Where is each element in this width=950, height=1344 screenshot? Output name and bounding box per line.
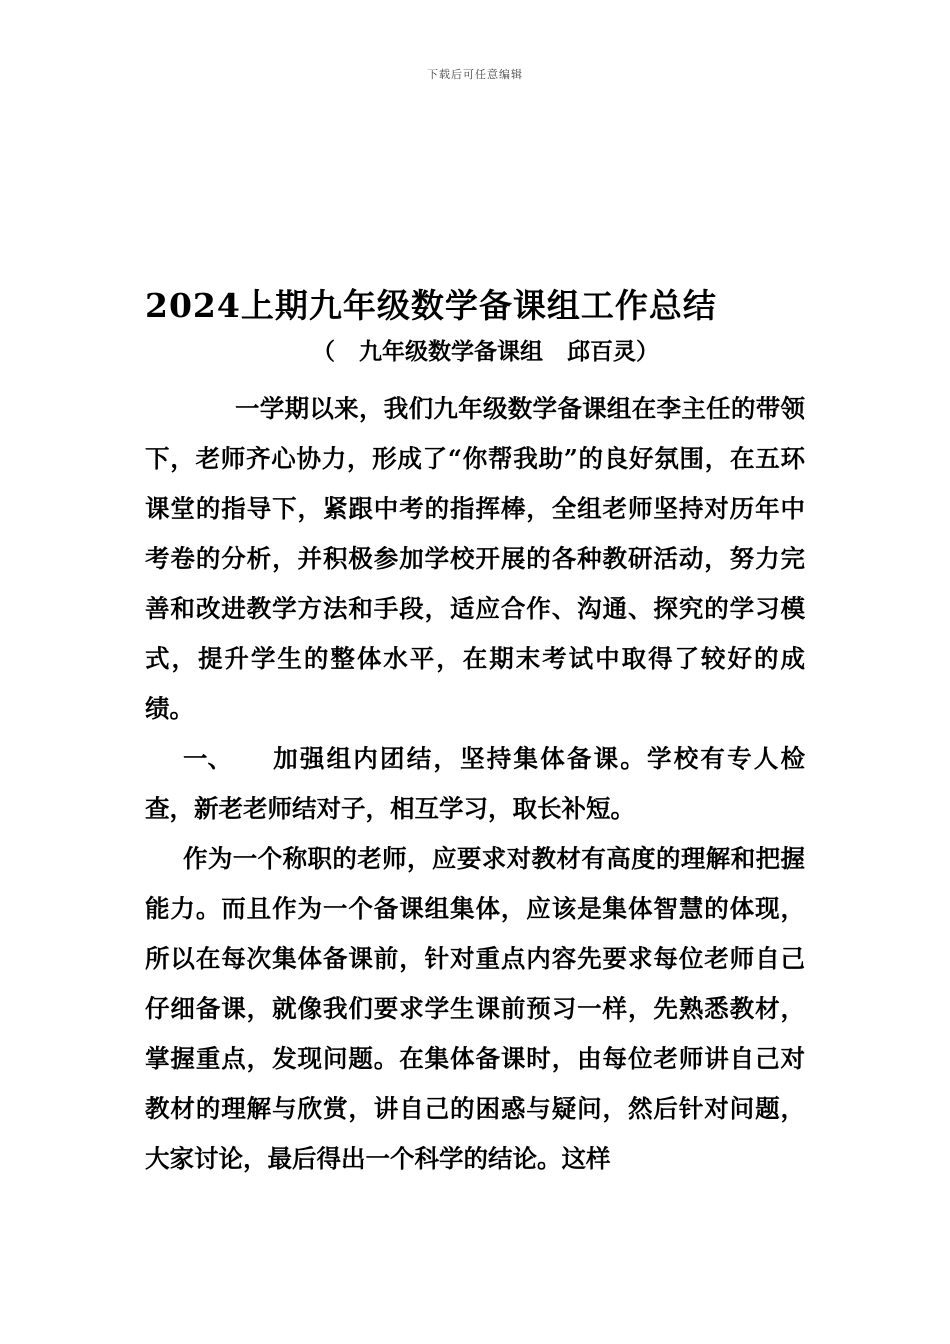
document-title: 2024上期九年级数学备课组工作总结 xyxy=(145,286,717,325)
section-one-paragraph xyxy=(145,734,805,834)
intro-paragraph: 一学期以来，我们九年级数学备课组在李主任的带领下，老师齐心协力，形成了“你帮我助”的良好氛围，在五环课堂的指导下，紧跟中考的指挥棒，全组老师坚持对历年中考卷的分析，并积极参加学校开展的各种教研活动，努力完善和改进教学方法和手段，适应合作、沟通、探究的学习模式，提升学生的整体水平，在期末考试中取得了较好的成绩。 xyxy=(145,394,805,723)
document-body xyxy=(145,384,805,1184)
section-one-number: 一、 xyxy=(183,744,232,773)
page-header-note: 下载后可任意编辑 xyxy=(427,68,523,81)
body-paragraph: 作为一个称职的老师，应要求对教材有高度的理解和把握能力。而且作为一个备课组集体，应该是集体智慧的体现，所以在每次集体备课前，针对重点内容先要求每位老师自己仔细备课，就像我们要求学生课前预习一样，先熟悉教材，掌握重点，发现问题。在集体备课时，由每位老师讲自己对教材的理解与欣赏，讲自己的困惑与疑问，然后针对问题，大家讨论，最后得出一个科学的结论。这样 xyxy=(145,844,805,1173)
document-subtitle: （ 九年级数学备课组 邱百灵） xyxy=(312,338,660,365)
section-one-text: 加强组内团结，坚持集体备课。学校有专人检查，新老老师结对子，相互学习，取长补短。 xyxy=(145,744,805,823)
